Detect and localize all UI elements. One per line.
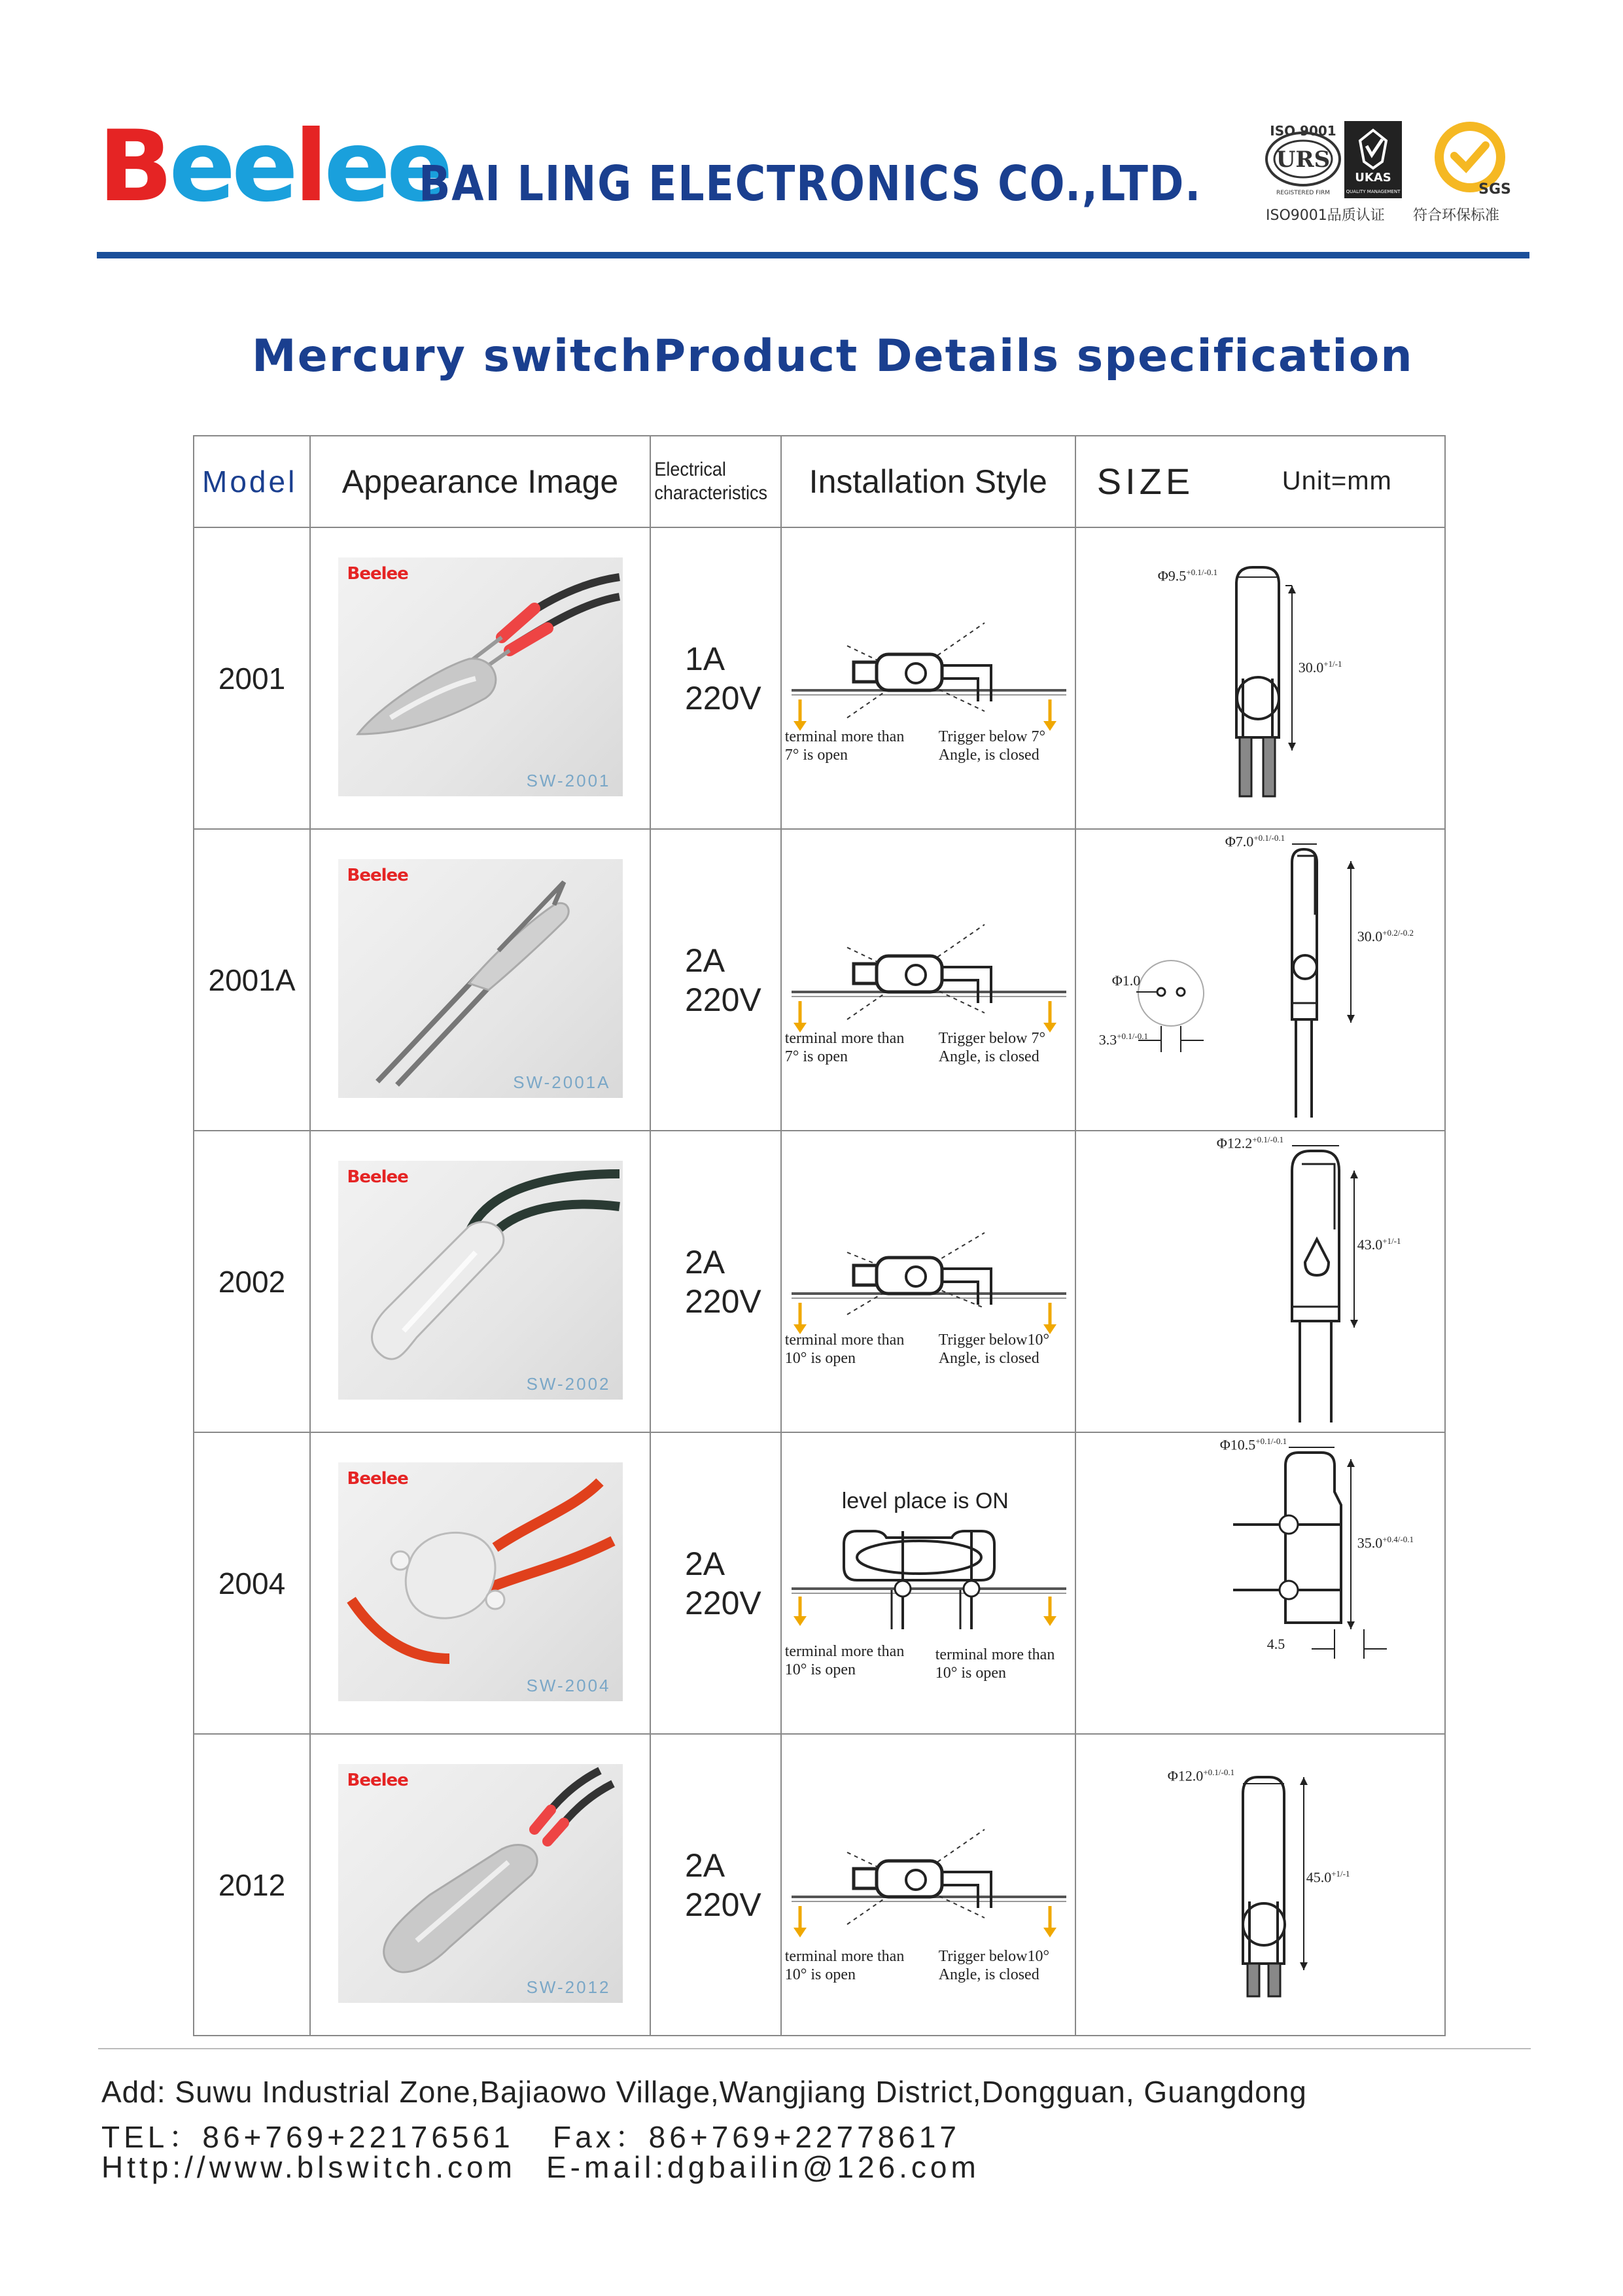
footer-tel: TEL：86+769+22176561: [101, 2120, 514, 2154]
table-row: [194, 1131, 1445, 1432]
table-header-row: [194, 436, 1445, 527]
caption-left: terminal more than 7° is open: [784, 1030, 905, 1065]
model-cell: 2001A: [194, 829, 310, 1131]
svg-text:REGISTERED FIRM: REGISTERED FIRM: [1276, 190, 1331, 196]
product-photo: [338, 1764, 623, 2003]
voltage-rating: 220V: [685, 1282, 761, 1320]
footer-email[interactable]: E-mail:dgbailin@126.com: [546, 2150, 980, 2184]
logo-letter-b: B: [98, 110, 169, 224]
product-photo: [338, 1462, 623, 1701]
caption-right: terminal more than 10° is open: [935, 1646, 1055, 1682]
installation-diagram: [782, 830, 1075, 1130]
photo-cell: [310, 1734, 650, 2036]
dim-length: $45.0^{+1/-1}$: [1306, 1869, 1350, 1886]
dim-diameter: $\Phi 7.0^{+0.1/-0.1}$: [1225, 833, 1285, 850]
caption-left: terminal more than 10° is open: [784, 1332, 905, 1367]
size-drawing: [1076, 528, 1445, 828]
model-cell: 2012: [194, 1734, 310, 2036]
installation-diagram: [782, 1131, 1075, 1432]
installation-diagram: [782, 1433, 1075, 1733]
table-row: [194, 1432, 1445, 1734]
caption-right: Trigger below10° Angle, is closed: [938, 1332, 1050, 1367]
logo-letters-ee: ee: [169, 110, 294, 224]
table-row: [194, 829, 1445, 1131]
footer-web[interactable]: Http://www.blswitch.com: [101, 2150, 516, 2184]
size-cell: [1075, 1131, 1445, 1432]
footer-fax: Fax：86+769+22778617: [553, 2120, 960, 2154]
page-title: Mercury switchProduct Details specification: [252, 330, 1414, 382]
current-rating: 2A: [685, 1545, 725, 1582]
svg-text:URS: URS: [1276, 147, 1331, 173]
installation-diagram: [782, 528, 1075, 828]
size-drawing: [1076, 1735, 1445, 2035]
header-electrical: [650, 436, 781, 527]
caption-left: terminal more than 7° is open: [784, 728, 905, 764]
spec-table: [193, 435, 1446, 2036]
dim-pitch: $3.3^{+0.1/-0.1}$: [1098, 1031, 1148, 1048]
header-unit: Unit=mm: [1282, 467, 1392, 495]
model-cell: 2004: [194, 1432, 310, 1734]
installation-cell: [781, 829, 1075, 1131]
photo-code: SW-2002: [526, 1373, 611, 1394]
current-rating: 2A: [685, 942, 725, 979]
installation-cell: [781, 1734, 1075, 2036]
cert1-caption: ISO9001品质认证: [1266, 207, 1385, 224]
electrical-cell: [650, 1131, 781, 1432]
photo-brand: Beelee: [347, 563, 408, 584]
installation-diagram: [782, 1735, 1075, 2035]
caption-right: Trigger below 7° Angle, is closed: [938, 1030, 1046, 1065]
size-cell: [1075, 527, 1445, 829]
header-electrical-line2: characteristics: [654, 482, 767, 504]
electrical-cell: [650, 1734, 781, 2036]
header-appearance: Appearance Image: [310, 436, 650, 527]
dim-diameter: $\Phi 12.0^{+0.1/-0.1}$: [1167, 1767, 1235, 1784]
cert-iso-urs-icon: [1263, 121, 1344, 198]
voltage-rating: 220V: [685, 679, 761, 716]
photo-code: SW-2001A: [513, 1072, 611, 1092]
svg-text:UKAS: UKAS: [1355, 171, 1391, 185]
size-drawing: [1076, 1433, 1445, 1733]
header-size-label: SIZE: [1096, 461, 1195, 502]
product-photo: [338, 859, 623, 1098]
voltage-rating: 220V: [685, 981, 761, 1018]
dim-diameter: $\Phi 9.5^{+0.1/-0.1}$: [1157, 567, 1218, 584]
photo-cell: [310, 829, 650, 1131]
dim-length: $30.0^{+0.2/-0.2}$: [1357, 928, 1414, 945]
cert-sgs-icon: [1429, 116, 1514, 200]
model-cell: 2001: [194, 527, 310, 829]
size-cell: [1075, 1432, 1445, 1734]
photo-code: SW-2004: [526, 1675, 611, 1695]
dim-length: $30.0^{+1/-1}$: [1298, 659, 1342, 676]
caption-right: Trigger below10° Angle, is closed: [938, 1948, 1050, 1983]
size-drawing: [1076, 1131, 1445, 1432]
footer-rule: [98, 2048, 1531, 2049]
electrical-cell: [650, 829, 781, 1131]
caption-left: terminal more than 10° is open: [784, 1948, 905, 1983]
logo-letter-l: l: [294, 110, 324, 224]
dim-diameter: $\Phi 12.2^{+0.1/-0.1}$: [1216, 1135, 1284, 1152]
level-caption: level place is ON: [841, 1489, 1009, 1513]
table-row: [194, 527, 1445, 829]
electrical-cell: [650, 1432, 781, 1734]
svg-text:ISO 9001: ISO 9001: [1270, 123, 1336, 139]
electrical-cell: [650, 527, 781, 829]
voltage-rating: 220V: [685, 1584, 761, 1621]
caption-right: Trigger below 7° Angle, is closed: [938, 728, 1046, 764]
header-installation: Installation Style: [781, 436, 1075, 527]
voltage-rating: 220V: [685, 1886, 761, 1923]
photo-brand: Beelee: [347, 1468, 408, 1489]
photo-cell: [310, 1131, 650, 1432]
current-rating: 2A: [685, 1243, 725, 1280]
company-name: BAI LING ELECTRONICS CO.,LTD.: [419, 156, 1202, 212]
table-row: [194, 1734, 1445, 2036]
photo-code: SW-2001: [526, 770, 611, 790]
current-rating: 2A: [685, 1846, 725, 1884]
cert2-caption: 符合环保标准: [1413, 207, 1500, 224]
caption-left: terminal more than 10° is open: [784, 1643, 905, 1678]
photo-code: SW-2012: [526, 1977, 611, 1997]
footer-address: Add: Suwu Industrial Zone,Bajiaowo Village,Wangjiang District,Dongguan, Guangdong: [101, 2075, 1307, 2109]
header-electrical-line1: Electrical: [654, 459, 726, 480]
photo-cell: [310, 1432, 650, 1734]
product-photo: [338, 557, 623, 796]
cert-ukas-icon: [1344, 121, 1402, 198]
photo-brand: Beelee: [347, 865, 408, 885]
logo-letters-ee-2: ee: [324, 110, 449, 224]
header-size: [1075, 436, 1445, 527]
header-model: Model: [194, 436, 310, 527]
model-cell: 2002: [194, 1131, 310, 1432]
dim-length: $43.0^{+1/-1}$: [1357, 1236, 1401, 1253]
dim-pin-diameter: Φ1.0: [1111, 972, 1141, 989]
size-cell: [1075, 1734, 1445, 2036]
photo-cell: [310, 527, 650, 829]
installation-cell: [781, 527, 1075, 829]
svg-text:SGS: SGS: [1478, 181, 1511, 198]
dim-pitch: 4.5: [1266, 1636, 1285, 1652]
svg-text:QUALITY MANAGEMENT: QUALITY MANAGEMENT: [1346, 189, 1401, 194]
brand-logo: [98, 110, 449, 224]
installation-cell: [781, 1432, 1075, 1734]
dim-length: $35.0^{+0.4/-0.1}$: [1357, 1534, 1414, 1551]
photo-brand: Beelee: [347, 1167, 408, 1187]
installation-cell: [781, 1131, 1075, 1432]
product-photo: [338, 1161, 623, 1400]
size-cell: [1075, 829, 1445, 1131]
dim-diameter: $\Phi 10.5^{+0.1/-0.1}$: [1219, 1436, 1287, 1453]
current-rating: 1A: [685, 640, 725, 677]
header-rule: [97, 252, 1529, 258]
photo-brand: Beelee: [347, 1770, 408, 1790]
